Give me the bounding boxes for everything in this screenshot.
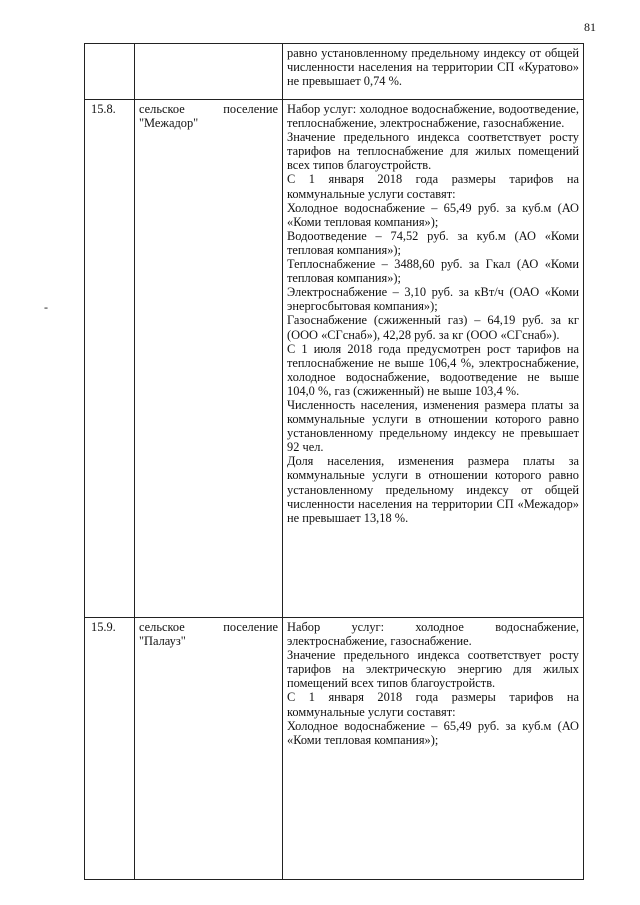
description-paragraph: С 1 января 2018 года размеры тарифов на коммунальные услуги составят: [287,172,579,201]
description-paragraph: Теплоснабжение – 3488,60 руб. за Гкал (АО «Коми тепловая компания»); [287,257,579,286]
settlement-cell [135,618,283,880]
description-paragraph: С 1 января 2018 года размеры тарифов на коммунальные услуги составят: [287,690,579,719]
row-number-cell: 15.8. [85,100,135,618]
description-paragraph: Водоотведение – 74,52 руб. за куб.м (АО «Коми тепловая компания»); [287,228,579,257]
description-paragraph: Набор услуг: холодное водоснабжение, водоотведение, теплоснабжение, электроснабжение, газоснабжение. [287,102,579,131]
table-row-continuation [85,44,584,100]
description-paragraph: Значение предельного индекса соответствует росту тарифов на электрическую энергию для жилых помещений всех типов благоустройств. [287,648,579,691]
description-paragraph: Численность населения, изменения размера платы за коммунальные услуги в отношении которого равно установленному предельному индексу не превышает 92 чел. [287,397,579,455]
settlement-type: сельское поселение [139,102,278,116]
table-row-15-9 [85,618,584,880]
description-paragraph: равно установленному предельному индексу от общей численности населения на территории СП «Куратово» не превышает 0,74 %. [287,46,579,89]
settlement-type: сельское поселение [139,620,278,634]
description-paragraph: Набор услуг: холодное водоснабжение, электроснабжение, газоснабжение. [287,620,579,649]
settlement-name: "Межадор" [139,116,199,131]
description-paragraph: Значение предельного индекса соответствует росту тарифов на теплоснабжение для жилых помещений всех типов благоустройств. [287,130,579,173]
description-paragraph: С 1 июля 2018 года предусмотрен рост тарифов на теплоснабжение не выше 106,4 %, электроснабжение, холодное водоснабжение, водоотведение не выше 104,0 %, газ (сжиженный) не выше 103,4 %. [287,341,579,398]
settlement-name: "Палауз" [139,634,186,649]
description-paragraph: Холодное водоснабжение – 65,49 руб. за куб.м (АО «Коми тепловая компания»); [287,718,579,747]
tariff-table [84,43,584,880]
description-cell [283,44,584,100]
description-paragraph: Доля населения, изменения размера платы за коммунальные услуги в отношении которого равно установленному предельному индексу от общей численности населения на территории СП «Межадор» не превышает 13,18 %. [287,454,579,525]
description-paragraph: Газоснабжение (сжиженный газ) – 64,19 руб. за кг (ООО «СГснаб»), 42,28 руб. за кг (ООО «СГснаб»). [287,313,579,342]
description-paragraph: Электроснабжение – 3,10 руб. за кВт/ч (ОАО «Коми энергосбытовая компания»); [287,285,579,314]
row-number-cell [85,44,135,100]
description-cell [283,618,584,880]
row-number-cell: 15.9. [85,618,135,880]
margin-mark: - [44,300,48,314]
settlement-cell [135,44,283,100]
table-row-15-8 [85,100,584,618]
description-cell [283,100,584,618]
description-paragraph: Холодное водоснабжение – 65,49 руб. за куб.м (АО «Коми тепловая компания»); [287,200,579,229]
page-number: 81 [584,20,596,34]
settlement-cell [135,100,283,618]
